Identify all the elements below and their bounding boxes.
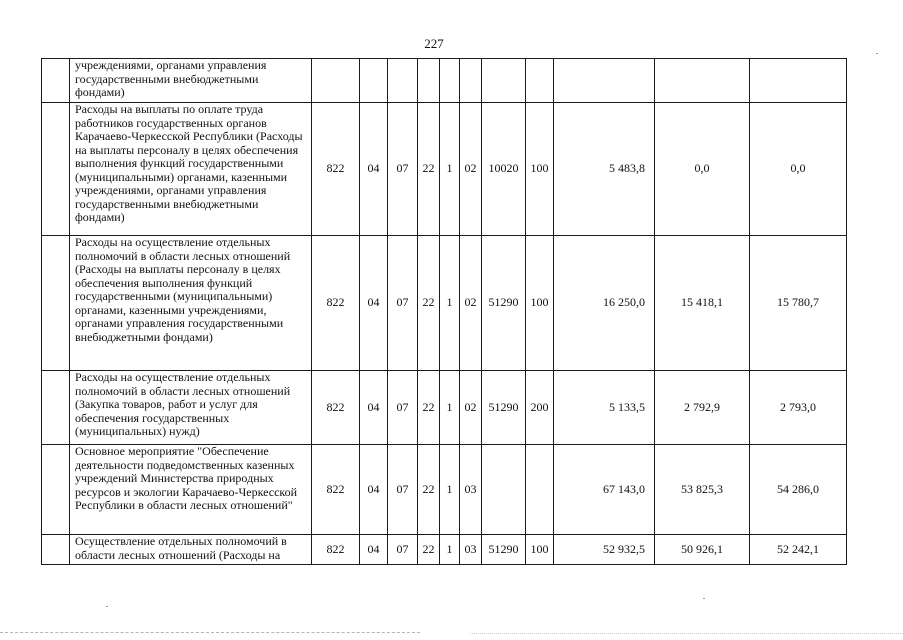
ved-cell: 822 xyxy=(312,236,360,371)
rz-cell: 04 xyxy=(360,103,388,236)
subprogram-code-cell: 1 xyxy=(440,371,460,445)
amount-year1-cell: 67 143,0 xyxy=(554,445,655,535)
subprogram-code-cell xyxy=(440,59,460,103)
amount-year3-cell: 54 286,0 xyxy=(750,445,847,535)
program-code-cell: 22 xyxy=(418,103,440,236)
scan-speck xyxy=(703,598,705,599)
expense-type-cell: 100 xyxy=(526,535,554,565)
description-cell: Осуществление отдельных полномочий в области лесных отношений (Расходы на xyxy=(70,535,312,565)
program-code-cell: 22 xyxy=(418,371,440,445)
description-cell: Расходы на осуществление отдельных полномочий в области лесных отношений (Расходы на выплаты персоналу в целях обеспечения выполнения функций государственными (муниципальными) органами, казенными учреждениями, органами управления государственными внебюджетными фондами) xyxy=(70,236,312,371)
scan-edge-line xyxy=(0,632,420,633)
program-code-cell: 22 xyxy=(418,535,440,565)
subprogram-code-cell: 1 xyxy=(440,535,460,565)
pr-cell: 07 xyxy=(388,236,418,371)
amount-year3-cell xyxy=(750,59,847,103)
description-cell: Расходы на выплаты по оплате труда работников государственных органов Карачаево-Черкесской Республики (Расходы на выплаты персоналу в целях обеспечения выполнения функций государственными (муниципальными) органами, казенными учреждениями, органами управления государственными внебюджетными фондами) xyxy=(70,103,312,236)
scan-speck xyxy=(106,606,108,607)
rz-cell: 04 xyxy=(360,535,388,565)
pr-cell: 07 xyxy=(388,535,418,565)
activity-code-cell: 02 xyxy=(460,236,482,371)
table-row xyxy=(42,535,847,565)
direction-code-cell: 51290 xyxy=(482,236,526,371)
amount-year1-cell xyxy=(554,59,655,103)
expense-type-cell: 100 xyxy=(526,236,554,371)
row-marker-cell xyxy=(42,236,70,371)
subprogram-code-cell: 1 xyxy=(440,236,460,371)
amount-year1-cell: 5 133,5 xyxy=(554,371,655,445)
rz-cell: 04 xyxy=(360,371,388,445)
direction-code-cell xyxy=(482,59,526,103)
subprogram-code-cell: 1 xyxy=(440,103,460,236)
description-cell: Расходы на осуществление отдельных полномочий в области лесных отношений (Закупка товаров, работ и услуг для обеспечения государственных (муниципальных) нужд) xyxy=(70,371,312,445)
scan-speck xyxy=(876,53,878,54)
ved-cell: 822 xyxy=(312,445,360,535)
pr-cell xyxy=(388,59,418,103)
amount-year1-cell: 16 250,0 xyxy=(554,236,655,371)
amount-year2-cell: 2 792,9 xyxy=(655,371,750,445)
amount-year1-cell: 5 483,8 xyxy=(554,103,655,236)
rz-cell xyxy=(360,59,388,103)
amount-year3-cell: 0,0 xyxy=(750,103,847,236)
description-cell: Основное мероприятие "Обеспечение деятельности подведомственных казенных учреждений Министерства природных ресурсов и экологии Карачаево-Черкесской Республики в области лесных отношений" xyxy=(70,445,312,535)
activity-code-cell: 02 xyxy=(460,371,482,445)
amount-year1-cell: 52 932,5 xyxy=(554,535,655,565)
direction-code-cell: 10020 xyxy=(482,103,526,236)
amount-year2-cell: 0,0 xyxy=(655,103,750,236)
activity-code-cell: 03 xyxy=(460,535,482,565)
pr-cell: 07 xyxy=(388,103,418,236)
budget-table xyxy=(41,58,847,565)
expense-type-cell xyxy=(526,59,554,103)
expense-type-cell xyxy=(526,445,554,535)
ved-cell: 822 xyxy=(312,535,360,565)
table-row xyxy=(42,236,847,371)
pr-cell: 07 xyxy=(388,445,418,535)
amount-year3-cell: 52 242,1 xyxy=(750,535,847,565)
direction-code-cell: 51290 xyxy=(482,535,526,565)
row-marker-cell xyxy=(42,371,70,445)
expense-type-cell: 200 xyxy=(526,371,554,445)
table-row xyxy=(42,445,847,535)
amount-year3-cell: 2 793,0 xyxy=(750,371,847,445)
amount-year2-cell xyxy=(655,59,750,103)
row-marker-cell xyxy=(42,445,70,535)
description-cell: учреждениями, органами управления государственными внебюджетными фондами) xyxy=(70,59,312,103)
table-row xyxy=(42,59,847,103)
rz-cell: 04 xyxy=(360,445,388,535)
ved-cell xyxy=(312,59,360,103)
activity-code-cell: 03 xyxy=(460,445,482,535)
ved-cell: 822 xyxy=(312,371,360,445)
program-code-cell: 22 xyxy=(418,236,440,371)
ved-cell: 822 xyxy=(312,103,360,236)
table-row xyxy=(42,103,847,236)
scan-edge-line xyxy=(470,633,903,634)
direction-code-cell: 51290 xyxy=(482,371,526,445)
expense-type-cell: 100 xyxy=(526,103,554,236)
page-number: 227 xyxy=(424,36,444,51)
amount-year2-cell: 50 926,1 xyxy=(655,535,750,565)
amount-year3-cell: 15 780,7 xyxy=(750,236,847,371)
row-marker-cell xyxy=(42,535,70,565)
direction-code-cell xyxy=(482,445,526,535)
program-code-cell xyxy=(418,59,440,103)
pr-cell: 07 xyxy=(388,371,418,445)
program-code-cell: 22 xyxy=(418,445,440,535)
table-row xyxy=(42,371,847,445)
rz-cell: 04 xyxy=(360,236,388,371)
row-marker-cell xyxy=(42,103,70,236)
amount-year2-cell: 15 418,1 xyxy=(655,236,750,371)
amount-year2-cell: 53 825,3 xyxy=(655,445,750,535)
subprogram-code-cell: 1 xyxy=(440,445,460,535)
activity-code-cell: 02 xyxy=(460,103,482,236)
activity-code-cell xyxy=(460,59,482,103)
row-marker-cell xyxy=(42,59,70,103)
